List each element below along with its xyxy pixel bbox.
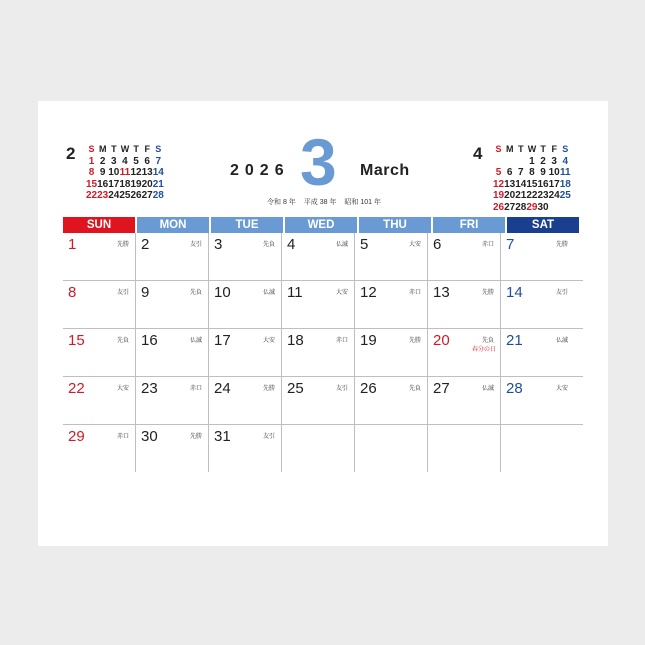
week-row bbox=[63, 329, 583, 377]
mini-day: 14 bbox=[152, 167, 164, 179]
day-cell bbox=[282, 377, 355, 424]
day-number: 7 bbox=[506, 236, 515, 253]
day-number: 12 bbox=[360, 284, 377, 301]
week-row bbox=[63, 377, 583, 425]
day-number: 5 bbox=[360, 236, 369, 253]
day-cell bbox=[282, 425, 355, 472]
mini-week-row bbox=[493, 156, 571, 168]
mini-day: 7 bbox=[155, 155, 162, 167]
mini-day: 2 bbox=[540, 155, 546, 167]
mini-day bbox=[549, 202, 560, 214]
mini-day: 6 bbox=[506, 167, 513, 179]
rokuyo-label: 赤口 bbox=[189, 386, 202, 392]
mini-day: 9 bbox=[99, 167, 106, 179]
mini-day: 5 bbox=[495, 167, 502, 179]
month-grid bbox=[63, 217, 583, 472]
mini-weekday-label: W bbox=[120, 144, 130, 154]
week-row bbox=[63, 233, 583, 281]
weekday-header-tue: TUE bbox=[211, 217, 283, 233]
day-number: 11 bbox=[287, 284, 303, 301]
next-month-table bbox=[493, 144, 571, 214]
month-number: 3 bbox=[300, 125, 337, 199]
day-number: 1 bbox=[68, 236, 77, 253]
mini-weekday-label: F bbox=[551, 144, 557, 154]
day-number: 15 bbox=[68, 332, 85, 349]
mini-day: 6 bbox=[144, 155, 150, 167]
rokuyo-label: 赤口 bbox=[116, 434, 129, 440]
day-cell bbox=[428, 233, 501, 280]
day-cell bbox=[63, 329, 136, 376]
weekday-header-thu: THU bbox=[359, 217, 431, 233]
day-cell bbox=[136, 377, 209, 424]
mini-day: 30 bbox=[537, 201, 549, 213]
day-number: 25 bbox=[287, 380, 304, 397]
mini-weekday-label: M bbox=[98, 144, 107, 154]
mini-weekday-label: S bbox=[495, 144, 502, 154]
rokuyo-label: 大安 bbox=[262, 338, 275, 344]
month-name: March bbox=[360, 162, 410, 179]
day-number: 14 bbox=[506, 284, 523, 301]
day-cell bbox=[501, 377, 574, 424]
day-cell bbox=[63, 425, 136, 472]
rokuyo-label: 赤口 bbox=[335, 338, 348, 344]
rokuyo-label: 友引 bbox=[555, 290, 568, 296]
mini-day: 24 bbox=[548, 190, 560, 202]
mini-day bbox=[560, 202, 571, 214]
day-cell bbox=[209, 425, 282, 472]
mini-day: 13 bbox=[504, 178, 516, 190]
prev-month-number: 2 bbox=[66, 144, 76, 163]
mini-day: 10 bbox=[548, 167, 560, 179]
day-number: 28 bbox=[506, 380, 523, 397]
day-number: 2 bbox=[141, 236, 150, 253]
rokuyo-label: 仏滅 bbox=[555, 338, 568, 344]
day-cell bbox=[209, 233, 282, 280]
day-cell bbox=[282, 329, 355, 376]
mini-day: 15 bbox=[526, 178, 538, 190]
mini-day: 27 bbox=[504, 201, 516, 213]
mini-day: 12 bbox=[493, 178, 505, 190]
day-cell bbox=[136, 329, 209, 376]
year-label: 2026 bbox=[230, 162, 290, 179]
day-cell bbox=[355, 425, 428, 472]
mini-day: 14 bbox=[515, 178, 527, 190]
mini-week-row bbox=[86, 190, 164, 202]
mini-weekday-label: S bbox=[155, 144, 162, 154]
mini-day: 28 bbox=[152, 190, 164, 202]
day-cell bbox=[501, 329, 574, 376]
rokuyo-label: 先勝 bbox=[189, 434, 202, 440]
day-cell bbox=[63, 377, 136, 424]
mini-day: 15 bbox=[86, 178, 98, 190]
rokuyo-label: 先負 bbox=[481, 338, 494, 344]
weekday-header-fri: FRI bbox=[433, 217, 505, 233]
rokuyo-label: 赤口 bbox=[481, 242, 494, 248]
mini-weekday-label: S bbox=[88, 144, 95, 154]
rokuyo-label: 先勝 bbox=[555, 242, 568, 248]
mini-day: 26 bbox=[493, 201, 505, 213]
mini-day: 10 bbox=[108, 167, 120, 179]
day-number: 24 bbox=[214, 380, 231, 397]
mini-day: 8 bbox=[88, 167, 95, 179]
mini-day: 23 bbox=[537, 190, 549, 202]
mini-week-row bbox=[493, 167, 571, 179]
mini-day: 21 bbox=[152, 178, 164, 190]
day-number: 21 bbox=[506, 332, 523, 349]
mini-day: 7 bbox=[518, 167, 524, 179]
rokuyo-label: 先勝 bbox=[408, 338, 421, 344]
mini-day bbox=[515, 156, 526, 168]
prev-month-table bbox=[86, 144, 164, 202]
week-row bbox=[63, 281, 583, 329]
rokuyo-label: 先勝 bbox=[481, 290, 494, 296]
mini-day: 11 bbox=[119, 167, 131, 179]
rokuyo-label: 先負 bbox=[189, 290, 202, 296]
day-cell bbox=[136, 425, 209, 472]
day-cell bbox=[136, 281, 209, 328]
mini-weekday-header bbox=[86, 144, 164, 156]
next-month-number: 4 bbox=[473, 144, 483, 163]
mini-week-row bbox=[493, 202, 571, 214]
day-number: 13 bbox=[433, 284, 450, 301]
mini-day: 29 bbox=[526, 201, 538, 213]
day-cell bbox=[501, 281, 574, 328]
mini-day: 1 bbox=[529, 155, 535, 167]
mini-day: 25 bbox=[559, 190, 571, 202]
mini-weekday-label: T bbox=[133, 144, 139, 154]
mini-day: 3 bbox=[111, 155, 117, 167]
mini-day: 18 bbox=[119, 178, 131, 190]
day-cell bbox=[501, 233, 574, 280]
rokuyo-label: 友引 bbox=[335, 386, 348, 392]
rokuyo-label: 友引 bbox=[116, 290, 129, 296]
day-number: 17 bbox=[214, 332, 231, 349]
day-cell bbox=[63, 281, 136, 328]
day-cell bbox=[428, 281, 501, 328]
day-cell bbox=[501, 425, 574, 472]
mini-day: 4 bbox=[122, 155, 128, 167]
rokuyo-label: 大安 bbox=[335, 290, 348, 296]
day-number: 26 bbox=[360, 380, 377, 397]
week-row bbox=[63, 425, 583, 472]
day-cell bbox=[209, 377, 282, 424]
mini-day: 19 bbox=[493, 190, 505, 202]
mini-weekday-label: T bbox=[518, 144, 524, 154]
rokuyo-label: 先負 bbox=[408, 386, 421, 392]
rokuyo-label: 先勝 bbox=[262, 386, 275, 392]
rokuyo-label: 友引 bbox=[189, 242, 202, 248]
calendar-sheet bbox=[38, 101, 608, 546]
weekday-header-sat: SAT bbox=[507, 217, 579, 233]
week-rows bbox=[63, 233, 583, 472]
mini-day: 26 bbox=[130, 190, 142, 202]
mini-day: 8 bbox=[529, 167, 535, 179]
mini-weekday-header bbox=[493, 144, 571, 156]
mini-weekday-label: T bbox=[111, 144, 117, 154]
day-cell bbox=[428, 329, 501, 376]
day-cell bbox=[209, 329, 282, 376]
mini-day: 1 bbox=[88, 155, 95, 167]
mini-day: 2 bbox=[99, 155, 106, 167]
era-showa: 昭和 101 年 bbox=[344, 199, 381, 206]
mini-day: 22 bbox=[86, 190, 98, 202]
day-cell bbox=[428, 377, 501, 424]
day-cell bbox=[136, 233, 209, 280]
day-cell bbox=[282, 281, 355, 328]
rokuyo-label: 大安 bbox=[555, 386, 568, 392]
day-cell bbox=[63, 233, 136, 280]
mini-weekday-label: S bbox=[562, 144, 569, 154]
day-number: 18 bbox=[287, 332, 304, 349]
rokuyo-label: 友引 bbox=[262, 434, 275, 440]
mini-week-row bbox=[493, 179, 571, 191]
mini-day: 23 bbox=[97, 190, 109, 202]
mini-weekday-label: W bbox=[527, 144, 537, 154]
day-cell bbox=[428, 425, 501, 472]
era-reiwa: 令和 8 年 bbox=[267, 199, 296, 206]
mini-day bbox=[493, 156, 504, 168]
rokuyo-label: 仏滅 bbox=[262, 290, 275, 296]
mini-day: 16 bbox=[97, 178, 109, 190]
day-number: 22 bbox=[68, 380, 85, 397]
rokuyo-label: 先負 bbox=[116, 338, 129, 344]
rokuyo-label: 仏滅 bbox=[189, 338, 202, 344]
rokuyo-label: 大安 bbox=[116, 386, 129, 392]
rokuyo-label: 先勝 bbox=[116, 242, 129, 248]
weekday-header-wed: WED bbox=[285, 217, 357, 233]
mini-weekday-label: M bbox=[505, 144, 514, 154]
mini-week-row bbox=[86, 167, 164, 179]
mini-day: 20 bbox=[141, 178, 153, 190]
day-number: 16 bbox=[141, 332, 158, 349]
day-cell bbox=[355, 329, 428, 376]
day-number: 23 bbox=[141, 380, 158, 397]
mini-day: 4 bbox=[562, 155, 569, 167]
day-number: 9 bbox=[141, 284, 150, 301]
rokuyo-label: 先負 bbox=[262, 242, 275, 248]
era-heisei: 平成 38 年 bbox=[303, 199, 337, 206]
day-cell bbox=[355, 377, 428, 424]
day-number: 10 bbox=[214, 284, 231, 301]
mini-day: 5 bbox=[133, 155, 139, 167]
day-cell bbox=[209, 281, 282, 328]
mini-weekday-label: F bbox=[144, 144, 150, 154]
weekday-header-sun: SUN bbox=[63, 217, 135, 233]
rokuyo-label: 仏滅 bbox=[335, 242, 348, 248]
mini-day: 25 bbox=[119, 190, 131, 202]
mini-day: 18 bbox=[559, 178, 571, 190]
mini-day bbox=[504, 156, 515, 168]
mini-day: 17 bbox=[548, 178, 560, 190]
day-number: 8 bbox=[68, 284, 77, 301]
day-number: 3 bbox=[214, 236, 223, 253]
mini-week-row bbox=[86, 156, 164, 168]
day-number: 4 bbox=[287, 236, 296, 253]
day-number: 30 bbox=[141, 428, 158, 445]
era-years bbox=[267, 197, 387, 207]
mini-day: 13 bbox=[141, 167, 153, 179]
rokuyo-label: 大安 bbox=[408, 242, 421, 248]
mini-day: 28 bbox=[515, 201, 527, 213]
mini-week-row bbox=[493, 190, 571, 202]
mini-day: 12 bbox=[130, 167, 142, 179]
mini-day: 24 bbox=[108, 190, 120, 202]
mini-day: 3 bbox=[551, 155, 557, 167]
mini-day: 21 bbox=[515, 190, 527, 202]
holiday-name: 春分の日 bbox=[471, 347, 496, 353]
rokuyo-label: 赤口 bbox=[408, 290, 421, 296]
day-number: 20 bbox=[433, 332, 450, 349]
mini-day: 17 bbox=[108, 178, 120, 190]
rokuyo-label: 仏滅 bbox=[481, 386, 494, 392]
day-cell bbox=[355, 233, 428, 280]
day-number: 27 bbox=[433, 380, 450, 397]
weekday-header-mon: MON bbox=[137, 217, 209, 233]
mini-week-row bbox=[86, 179, 164, 191]
mini-day: 11 bbox=[560, 167, 571, 179]
mini-day: 19 bbox=[130, 178, 142, 190]
mini-day: 16 bbox=[537, 178, 549, 190]
day-cell bbox=[355, 281, 428, 328]
day-number: 6 bbox=[433, 236, 442, 253]
day-number: 19 bbox=[360, 332, 377, 349]
day-cell bbox=[282, 233, 355, 280]
mini-day: 20 bbox=[504, 190, 516, 202]
mini-day: 22 bbox=[526, 190, 538, 202]
mini-day: 9 bbox=[540, 167, 546, 179]
weekday-header-row bbox=[63, 217, 583, 233]
day-number: 29 bbox=[68, 428, 85, 445]
mini-weekday-label: T bbox=[540, 144, 546, 154]
day-number: 31 bbox=[214, 428, 231, 445]
mini-day: 27 bbox=[141, 190, 153, 202]
